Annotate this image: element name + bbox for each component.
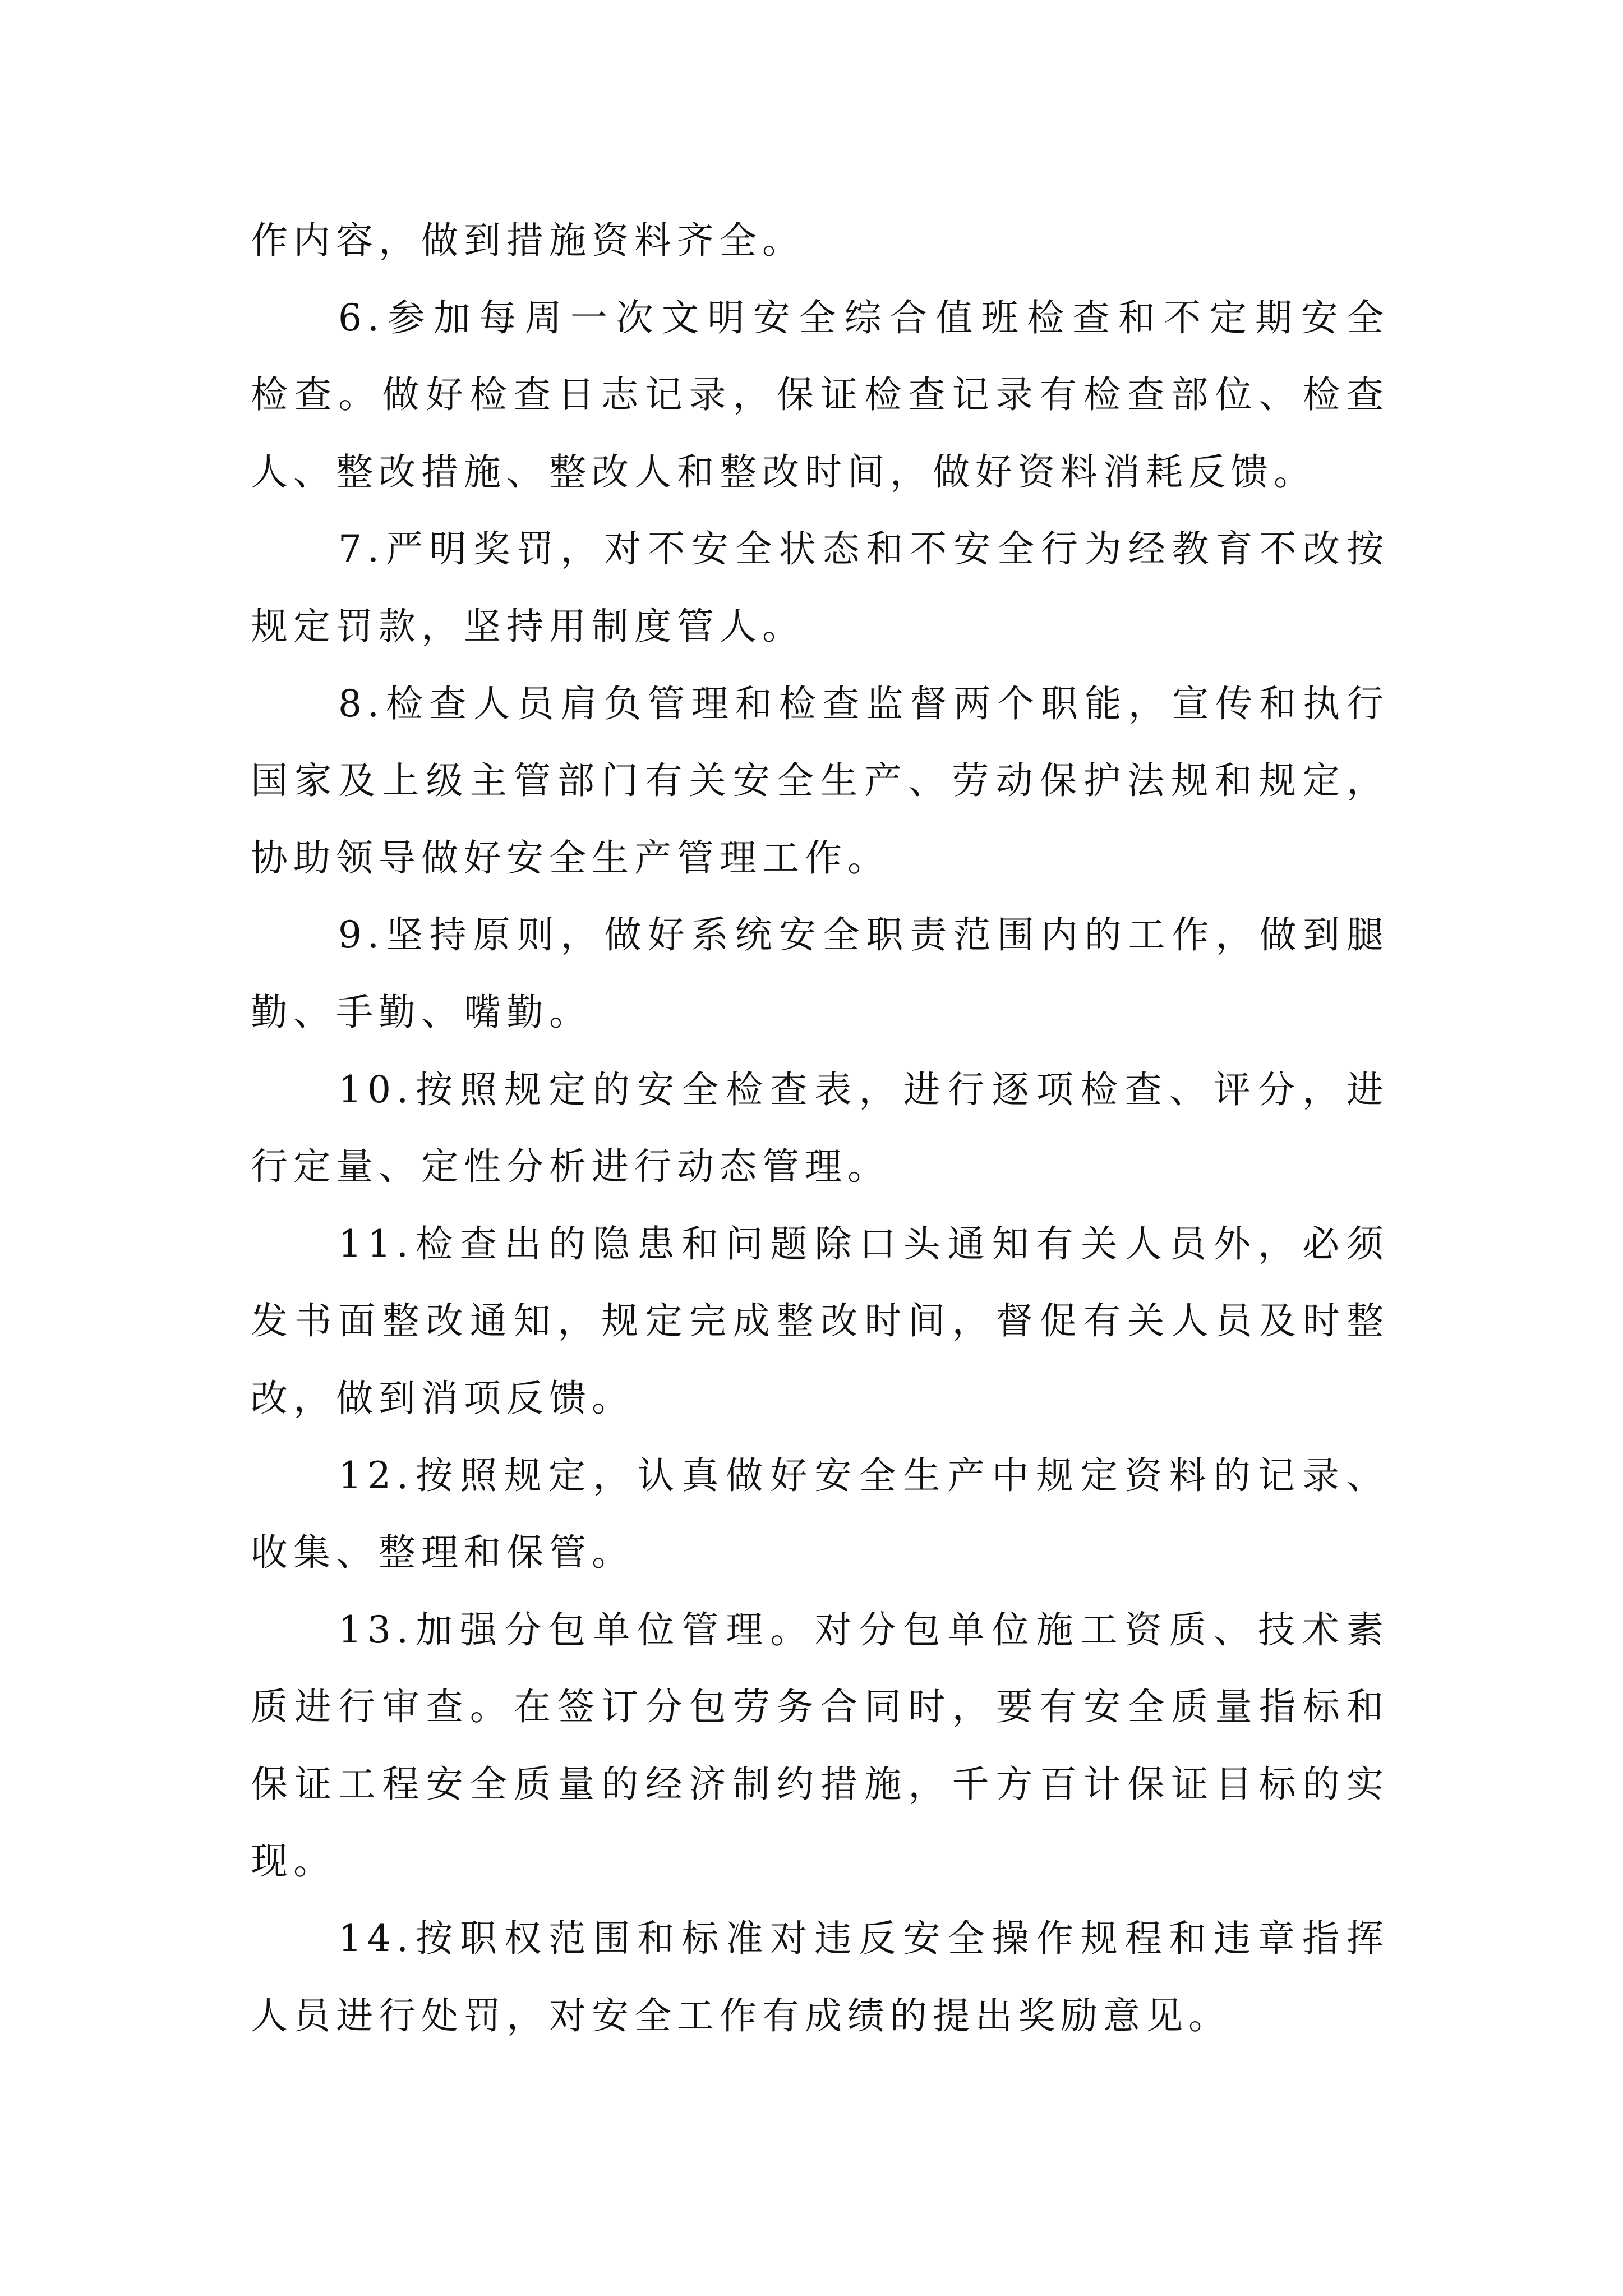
paragraph-line: 行定量、定性分析进行动态管理。 <box>251 1145 890 1189</box>
paragraph-line: 规定罚款，坚持用制度管人。 <box>251 604 805 648</box>
paragraph-line: 质进行审查。在签订分包劳务合同时，要有安全质量指标和 <box>251 1685 1389 1729</box>
paragraph-line: 13.加强分包单位管理。对分包单位施工资质、技术素 <box>338 1608 1389 1651</box>
paragraph-line: 改，做到消项反馈。 <box>251 1376 634 1420</box>
paragraph-line: 协助领导做好安全生产管理工作。 <box>251 836 890 880</box>
paragraph-line: 9.坚持原则，做好系统安全职责范围内的工作，做到腿 <box>338 913 1389 957</box>
paragraph <box>251 665 1389 897</box>
paragraph-line: 8.检查人员肩负管理和检查监督两个职能，宣传和执行 <box>338 682 1389 725</box>
paragraph <box>251 1205 1389 1437</box>
paragraph <box>251 1900 1389 2054</box>
paragraph <box>251 1591 1389 1900</box>
paragraph-line: 11.检查出的隐患和问题除口头通知有关人员外，必须 <box>338 1222 1389 1266</box>
paragraph <box>251 279 1389 511</box>
paragraph-line: 现。 <box>251 1839 336 1883</box>
paragraph <box>251 1437 1389 1591</box>
paragraph-line: 收集、整理和保管。 <box>251 1531 634 1575</box>
paragraph <box>251 202 1389 279</box>
paragraph-line: 发书面整改通知，规定完成整改时间，督促有关人员及时整 <box>251 1299 1389 1343</box>
document-body <box>251 202 1389 2054</box>
paragraph-line: 10.按照规定的安全检查表，进行逐项检查、评分，进 <box>338 1068 1389 1111</box>
paragraph-line: 检查。做好检查日志记录，保证检查记录有检查部位、检查 <box>251 373 1389 417</box>
paragraph-line: 14.按职权范围和标准对违反安全操作规程和违章指挥 <box>338 1917 1389 1961</box>
paragraph-line: 人员进行处罚，对安全工作有成绩的提出奖励意见。 <box>251 1994 1231 2037</box>
paragraph-line: 保证工程安全质量的经济制约措施，千方百计保证目标的实 <box>251 1762 1389 1806</box>
paragraph-line: 勤、手勤、嘴勤。 <box>251 990 592 1034</box>
paragraph-line: 6.参加每周一次文明安全综合值班检查和不定期安全 <box>338 296 1389 339</box>
paragraph <box>251 896 1389 1051</box>
paragraph <box>251 510 1389 665</box>
paragraph-line: 人、整改措施、整改人和整改时间，做好资料消耗反馈。 <box>251 450 1316 494</box>
paragraph <box>251 1051 1389 1205</box>
paragraph-line: 国家及上级主管部门有关安全生产、劳动保护法规和规定， <box>251 759 1389 803</box>
paragraph-line: 12.按照规定，认真做好安全生产中规定资料的记录、 <box>338 1453 1389 1497</box>
paragraph-line: 7.严明奖罚，对不安全状态和不安全行为经教育不改按 <box>338 527 1389 571</box>
paragraph-line: 作内容，做到措施资料齐全。 <box>251 219 805 262</box>
